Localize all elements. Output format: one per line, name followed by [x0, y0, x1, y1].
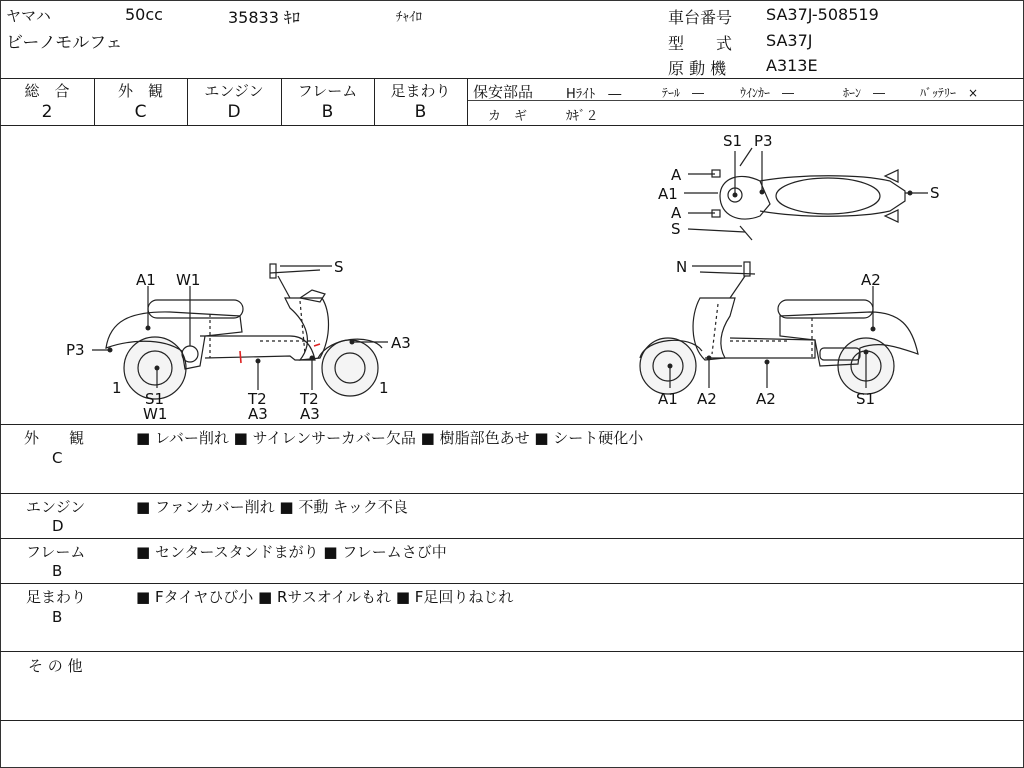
engine-grade-value: D [227, 102, 241, 122]
steering-right [730, 276, 745, 298]
diagram-label: A3 [391, 334, 411, 352]
rear-wheel [322, 340, 378, 396]
model-name: ビーノモルフェ [6, 33, 123, 53]
diagram-label: A2 [756, 390, 776, 408]
frame-grade-value: B [321, 102, 334, 122]
diagram-label: A3 [300, 405, 320, 423]
divider [0, 78, 1024, 79]
rear-winkers-top [885, 170, 898, 222]
divider [0, 583, 1024, 584]
remark-grade-frame: B [52, 562, 63, 580]
front-apron-left [285, 298, 329, 360]
suspension-grade-value: B [414, 102, 427, 122]
remark-text-exterior: ■ レバー削れ ■ サイレンサーカバー欠品 ■ 樹脂部色あせ ■ シート硬化小 [136, 429, 644, 447]
diagram-label: A3 [248, 405, 268, 423]
exterior-grade-value: C [134, 102, 147, 122]
remark-label-other: そ の 他 [28, 657, 83, 675]
diagram-label: A [671, 166, 682, 184]
front-apron-right [693, 298, 735, 360]
key-label: カ ギ [488, 109, 528, 124]
diagram-label: P3 [754, 132, 773, 150]
overall-grade-value: 2 [41, 102, 53, 122]
diagram-label: A2 [861, 271, 881, 289]
safety-parts-label: 保安部品 [473, 83, 534, 101]
divider [0, 538, 1024, 539]
divider [467, 78, 468, 125]
handle-bottom [740, 226, 752, 240]
model-type-label: 型 式 [668, 34, 733, 53]
remark-label-suspension: 足まわり [26, 588, 87, 606]
diagram-label: W1 [176, 271, 201, 289]
remark-label-frame: フレーム [26, 543, 86, 561]
diagram-label: 1 [112, 379, 122, 397]
diagram-label: P3 [66, 341, 85, 359]
key-value: ｶｷﾞ２ [566, 109, 599, 124]
marker-circle [182, 346, 198, 362]
headlight-left [300, 290, 325, 302]
chassis-number-label: 車台番号 [668, 8, 733, 27]
divider [0, 493, 1024, 494]
remark-label-exterior: 外 観 [24, 429, 85, 447]
diagram-label: S1 [145, 390, 165, 408]
engine-grade-label: エンジン [204, 82, 264, 100]
damage-mark-red [314, 344, 320, 346]
model-type-value: SA37J [766, 31, 813, 50]
remark-label-engine: エンジン [26, 498, 86, 516]
handlebar-right [700, 272, 755, 274]
diagram-label: S [671, 220, 681, 238]
diagram-label: W1 [143, 405, 168, 423]
diagram-label: T2 [248, 390, 267, 408]
taillight-status: ﾃｰﾙ ― [662, 86, 705, 100]
remark-text-suspension: ■ Fタイヤひび小 ■ Rサスオイルもれ ■ F足回りねじれ [136, 588, 514, 606]
diagram-label: S [334, 258, 344, 276]
diagram-label: A1 [658, 390, 678, 408]
diagram-label: A1 [136, 271, 156, 289]
steering-left [278, 276, 290, 298]
engine-type-label: 原 動 機 [668, 59, 727, 78]
divider [0, 720, 1024, 721]
maker: ヤマハ [6, 7, 51, 25]
divider [0, 651, 1024, 652]
diagram-label: S1 [856, 390, 876, 408]
winker-status: ｳｲﾝｶｰ ― [740, 86, 795, 100]
panel-lines-left [210, 301, 315, 358]
displacement: 50cc [125, 5, 163, 24]
remark-grade-engine: D [52, 517, 64, 535]
mileage: 35833 ｷﾛ [228, 8, 300, 27]
panel-lines-right [712, 304, 812, 358]
marker-dot [108, 348, 113, 353]
diagram-label: S1 [723, 132, 743, 150]
battery-status: ﾊﾞｯﾃﾘｰ × [920, 86, 979, 100]
overall-grade-label: 総 合 [24, 82, 70, 100]
color: ﾁｬｲﾛ [396, 10, 422, 25]
divider [0, 424, 1024, 425]
diagram-label: T2 [300, 390, 319, 408]
frame-grade-label: フレーム [297, 82, 358, 100]
top-view [684, 148, 928, 240]
engine-type-value: A313E [766, 56, 818, 75]
handle-top [740, 148, 752, 166]
exterior-grade-label: 外 観 [117, 82, 163, 100]
headlight-status: Hﾗｲﾄ ― [566, 87, 622, 102]
remark-text-frame: ■ センタースタンドまがり ■ フレームさび中 [136, 543, 447, 561]
diagram-label: 1 [379, 379, 389, 397]
diagram-label: A [671, 204, 682, 222]
leader-line [688, 229, 745, 232]
marker-dot [908, 191, 913, 196]
remark-text-engine: ■ ファンカバー削れ ■ 不動 キック不良 [136, 498, 408, 516]
suspension-grade-label: 足まわり [390, 82, 451, 100]
diagram-label: N [676, 258, 688, 276]
floor-left [200, 336, 315, 360]
marker-dot [760, 190, 765, 195]
body-top [760, 176, 905, 217]
damage-mark-red [240, 351, 241, 363]
seat-top [776, 178, 880, 214]
handlebar-left [270, 270, 320, 273]
mirror-left [270, 264, 276, 278]
diagram-label: S [930, 184, 940, 202]
chassis-number-value: SA37J-508519 [766, 5, 879, 24]
diagram-label: A1 [658, 185, 678, 203]
diagram-label: A2 [697, 390, 717, 408]
remark-grade-suspension: B [52, 608, 63, 626]
horn-status: ﾎｰﾝ ― [843, 86, 886, 100]
remark-grade-exterior: C [52, 449, 63, 467]
